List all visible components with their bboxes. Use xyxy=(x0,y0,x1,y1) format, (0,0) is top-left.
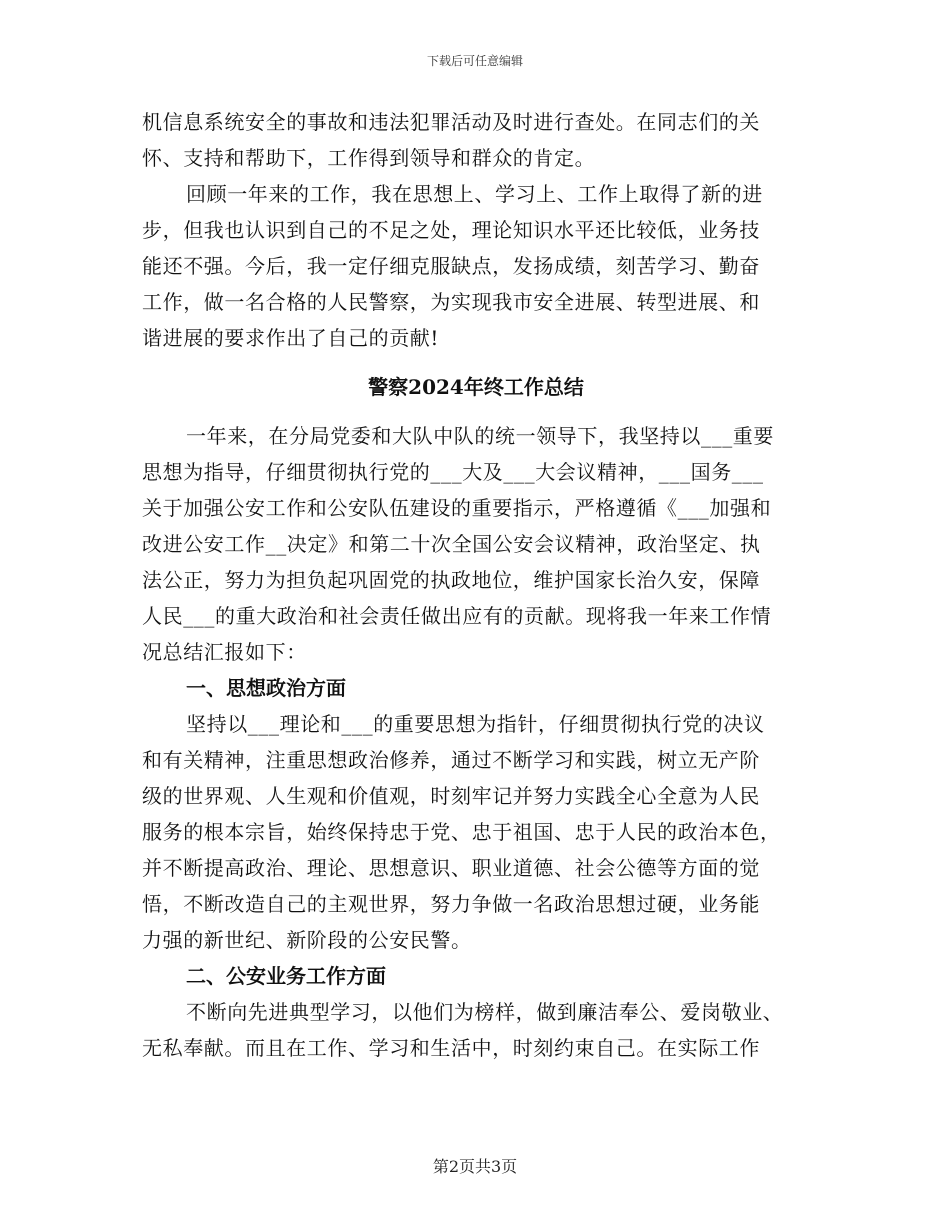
page-header: 下载后可任意编辑 xyxy=(426,54,523,68)
document-body xyxy=(142,104,810,1066)
text-line: 机信息系统安全的事故和违法犯罪活动及时进行查处。在同志们的关 xyxy=(142,110,760,134)
text-line: 并不断提高政治、理论、思想意识、职业道德、社会公德等方面的觉 xyxy=(142,856,760,880)
text-line: 谐进展的要求作出了自己的贡献! xyxy=(142,326,440,350)
text-line: 况总结汇报如下： xyxy=(142,640,307,664)
text-line: 服务的根本宗旨，始终保持忠于党、忠于祖国、忠于人民的政治本色， xyxy=(142,820,781,844)
section-heading: 一、思想政治方面 xyxy=(186,676,346,700)
text-line: 怀、支持和帮助下，工作得到领导和群众的肯定。 xyxy=(142,146,596,170)
text-line: 不断向先进典型学习，以他们为榜样，做到廉洁奉公、爱岗敬业、 xyxy=(186,1000,784,1024)
text-line: 回顾一年来的工作，我在思想上、学习上、工作上取得了新的进 xyxy=(186,182,763,206)
section-heading: 二、公安业务工作方面 xyxy=(186,964,386,988)
text-line: 工作，做一名合格的人民警察，为实现我市安全进展、转型进展、和 xyxy=(142,290,760,314)
text-line: 改进公安工作__决定》和第二十次全国公安会议精神，政治坚定、执 xyxy=(142,532,761,556)
text-line: 悟，不断改造自己的主观世界，努力争做一名政治思想过硬，业务能 xyxy=(142,892,760,916)
text-line: 思想为指导，仔细贯彻执行党的___大及___大会议精神，___国务___ xyxy=(142,460,764,484)
text-line: 法公正，努力为担负起巩固党的执政地位，维护国家长治久安，保障 xyxy=(142,568,760,592)
text-line: 力强的新世纪、新阶段的公安民警。 xyxy=(142,928,472,952)
text-line: 一年来，在分局党委和大队中队的统一领导下，我坚持以___重要 xyxy=(186,424,774,448)
text-line: 和有关精神，注重思想政治修养，通过不断学习和实践，树立无产阶 xyxy=(142,748,760,772)
document-title: 警察2024年终工作总结 xyxy=(368,375,584,399)
text-line: 步，但我也认识到自己的不足之处，理论知识水平还比较低，业务技 xyxy=(142,218,760,242)
page-number: 第2页共3页 xyxy=(432,1157,518,1176)
text-line: 坚持以___理论和___的重要思想为指针，仔细贯彻执行党的决议 xyxy=(186,712,765,736)
text-line: 关于加强公安工作和公安队伍建设的重要指示，严格遵循《___加强和 xyxy=(142,496,772,520)
text-line: 人民___的重大政治和社会责任做出应有的贡献。现将我一年来工作情 xyxy=(142,604,772,628)
text-line: 无私奉献。而且在工作、学习和生活中，时刻约束自己。在实际工作 xyxy=(142,1036,760,1060)
text-line: 能还不强。今后，我一定仔细克服缺点，发扬成绩，刻苦学习、勤奋 xyxy=(142,254,760,278)
text-line: 级的世界观、人生观和价值观，时刻牢记并努力实践全心全意为人民 xyxy=(142,784,760,808)
